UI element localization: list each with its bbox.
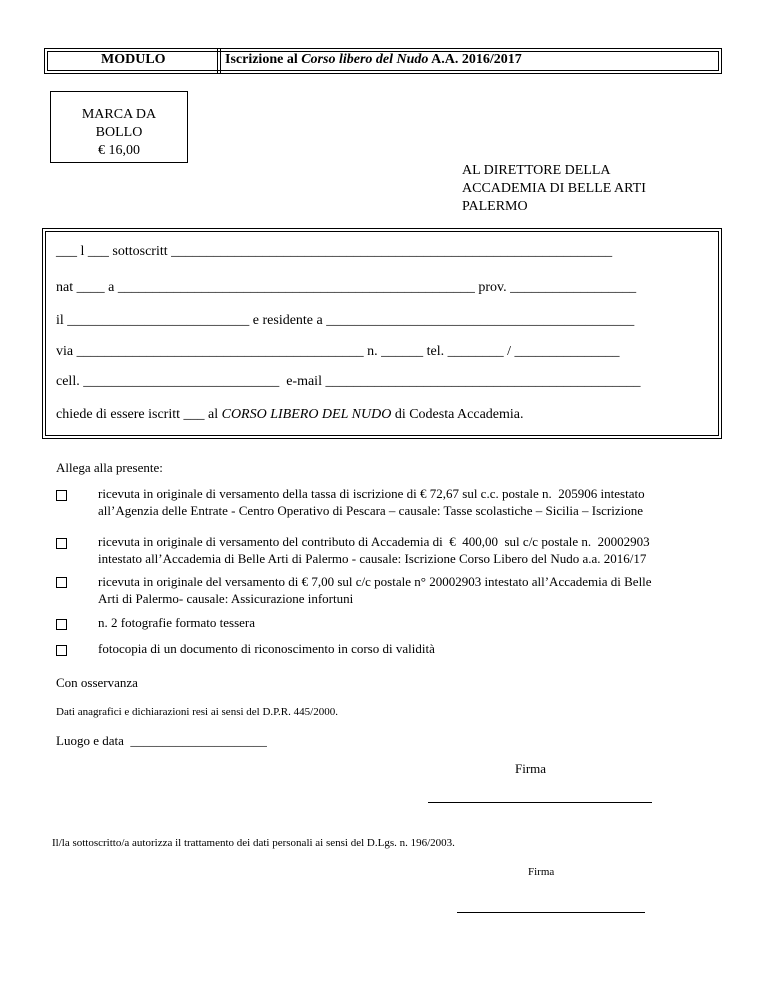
- recipient-line1: AL DIRETTORE DELLA: [462, 163, 611, 178]
- bollo-line2: BOLLO: [95, 125, 143, 140]
- attachment-item: n. 2 fotografie formato tessera: [98, 615, 256, 630]
- recipient-line3: PALERMO: [462, 199, 528, 214]
- privacy-consent: Il/la sottoscritto/a autorizza il trattamento dei dati personali ai sensi del D.Lgs. n. 196/2003.: [52, 837, 455, 849]
- checkbox-fotografie[interactable]: [56, 619, 67, 630]
- attachment-item: ricevuta in originale del versamento di € 7,00 sul c/c postale n° 20002903 intestato all’Accademia di Belle Arti di Palermo- causale: Assicurazione infortuni: [98, 574, 652, 606]
- bollo-line1: MARCA DA: [81, 107, 157, 122]
- recipient-address: [462, 162, 646, 216]
- firma-privacy-label: Firma: [528, 866, 555, 878]
- attachment-item: fotocopia di un documento di riconoscimento in corso di validità: [98, 641, 435, 656]
- attachment-item: ricevuta in originale di versamento del contributo di Accademia di € 400,00 sul c/c postale n. 20002903 intestato all’Accademia di Belle Arti di Palermo - causale: Iscrizione Corso Libero del Nudo a.a. 2016/17: [98, 534, 650, 566]
- recipient-line2: ACCADEMIA DI BELLE ARTI: [462, 181, 646, 196]
- checkbox-ricevuta-contributo[interactable]: [56, 538, 67, 549]
- request-statement: chiede di essere iscritt ___ al CORSO LIBERO DEL NUDO di Codesta Accademia.: [56, 407, 524, 422]
- luogo-e-data-field[interactable]: Luogo e data _____________________: [56, 733, 267, 748]
- field-sottoscritto[interactable]: ___ l ___ sottoscritt _______________________________________________________________: [56, 244, 613, 259]
- header-table: [44, 48, 722, 74]
- con-osservanza: Con osservanza: [56, 675, 138, 690]
- dpr-declaration: Dati anagrafici e dichiarazioni resi ai sensi del D.P.R. 445/2000.: [56, 706, 338, 718]
- applicant-box-inner-border: [45, 231, 719, 436]
- header-divider: [217, 49, 218, 73]
- checkbox-documento[interactable]: [56, 645, 67, 656]
- header-modulo: MODULO: [101, 52, 166, 67]
- field-cell-email[interactable]: cell. ____________________________ e-mail _____________________________________________: [56, 374, 641, 389]
- attachments-heading: Allega alla presente:: [56, 460, 163, 475]
- checkbox-ricevuta-tassa[interactable]: [56, 490, 67, 501]
- firma-label: Firma: [515, 761, 547, 776]
- header-title: Iscrizione al Corso libero del Nudo A.A. 2016/2017: [225, 52, 522, 67]
- field-nascita-residenza[interactable]: il __________________________ e residente a ____________________________________________: [56, 313, 635, 328]
- header-divider-2: [220, 49, 221, 73]
- field-indirizzo-tel[interactable]: via _________________________________________ n. ______ tel. ________ / _______________: [56, 344, 620, 359]
- attachment-item: ricevuta in originale di versamento della tassa di iscrizione di € 72,67 sul c.c. postale n. 205906 intestato all’Agenzia delle Entrate - Centro Operativo di Pescara – causale: Tasse scolastiche – Sicilia – Iscrizione: [98, 486, 645, 518]
- signature-line[interactable]: [428, 802, 652, 803]
- field-nato-a-prov[interactable]: nat ____ a ___________________________________________________ prov. __________________: [56, 280, 637, 295]
- bollo-line3: € 16,00: [98, 143, 140, 158]
- marca-da-bollo-box: [50, 91, 188, 163]
- checkbox-ricevuta-assicurazione[interactable]: [56, 577, 67, 588]
- privacy-signature-line[interactable]: [457, 912, 645, 913]
